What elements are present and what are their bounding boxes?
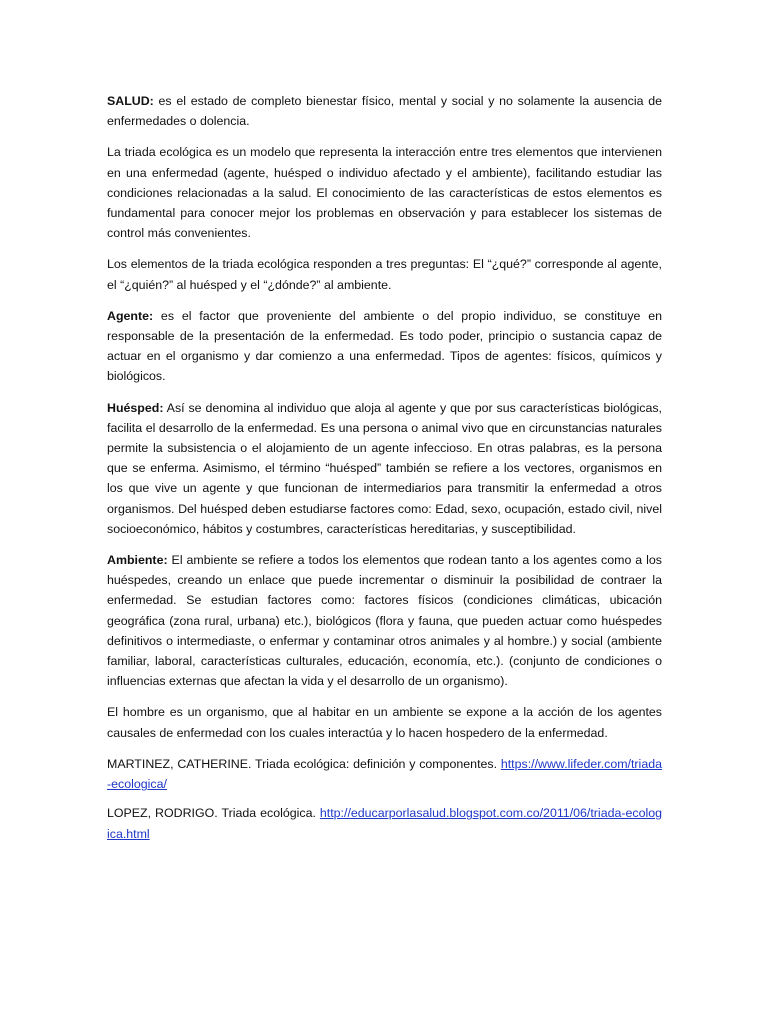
reference-martinez-link[interactable]: https://www.lifeder.com/triada-ecologica/ — [107, 756, 662, 792]
paragraph-hombre: El hombre es un organismo, que al habitar en un ambiente se expone a la acción de los agentes causales de enfermedad con los cuales interactúa y lo hacen hospedero de la enfermedad. — [107, 705, 662, 740]
paragraph-salud — [107, 91, 662, 131]
document-page — [107, 91, 662, 853]
definition-ambiente: El ambiente se refiere a todos los elementos que rodean tanto a los agentes como a los huéspedes, creando un enlace que puede incrementar o disminuir la posibilidad de contraer la enfermedad. Se estudian factores como: factores físicos (condiciones climáticas, ubicación geográfica (zona rural, urbana) etc.), biológicos (flora y fauna, que pueden actuar como huéspedes definitivos o intermediaste, o enfermar y contaminar otros animales y al hombre.) y social (ambiente familiar, laboral, características culturales, educación, economía, etc.). (conjunto de condiciones o influencias externas que afectan la vida y el desarrollo de un organismo). — [107, 553, 662, 689]
paragraph-preguntas: Los elementos de la triada ecológica responden a tres preguntas: El “¿qué?” corresponde al agente, el “¿quién?” al huésped y el “¿dónde?” al ambiente. — [107, 257, 662, 292]
paragraph-agente — [107, 306, 662, 387]
paragraph-ambiente — [107, 550, 662, 691]
term-salud: SALUD: — [107, 94, 154, 108]
term-huesped: Huésped: — [107, 400, 164, 415]
paragraph-huesped — [107, 398, 662, 539]
definition-salud: es el estado de completo bienestar físico, mental y social y no solamente la ausencia de enfermedades o dolencia. — [107, 94, 662, 129]
definition-huesped: Así se denomina al individuo que aloja al agente y que por sus características biológicas, facilita el desarrollo de la enfermedad. Es una persona o animal vivo que en circunstancias naturales permite la subsistencia o el alojamiento de un agente infeccioso. En otras palabras, es la persona que se enferma. Asimismo, el término “huésped” también se refiere a los vectores, organismos en los que vive un agente y que funcionan de intermediarios para transmitir la enfermedad a otros organismos. Del huésped deben estudiarse factores como: Edad, sexo, ocupación, estado civil, nivel socioeconómico, hábitos y costumbres, características hereditarias, y susceptibilidad. — [107, 400, 662, 536]
reference-martinez-text: MARTINEZ, CATHERINE. Triada ecológica: definición y componentes. — [107, 756, 501, 771]
reference-lopez-link[interactable]: http://educarporlasalud.blogspot.com.co/2011/06/triada-ecologica.html — [107, 806, 662, 841]
paragraph-triada-intro: La triada ecológica es un modelo que representa la interacción entre tres elementos que intervienen en una enfermedad (agente, huésped o individuo afectado y el ambiente), facilitando estudiar las condiciones relacionadas a la salud. El conocimiento de las características de estos elementos es fundamental para conocer mejor los problemas en observación y para establecer los sistemas de control más convenientes. — [107, 145, 662, 241]
reference-lopez — [107, 803, 662, 843]
definition-agente: es el factor que proveniente del ambiente o del propio individuo, se constituye en responsable de la presentación de la enfermedad. Es todo poder, principio o sustancia capaz de actuar en el organismo y dar comienzo a una enfermedad. Tipos de agentes: físicos, químicos y biológicos. — [107, 308, 662, 384]
term-agente: Agente: — [107, 308, 154, 323]
term-ambiente: Ambiente: — [107, 553, 168, 568]
reference-lopez-text: LOPEZ, RODRIGO. Triada ecológica. — [107, 806, 320, 821]
reference-martinez — [107, 754, 662, 794]
